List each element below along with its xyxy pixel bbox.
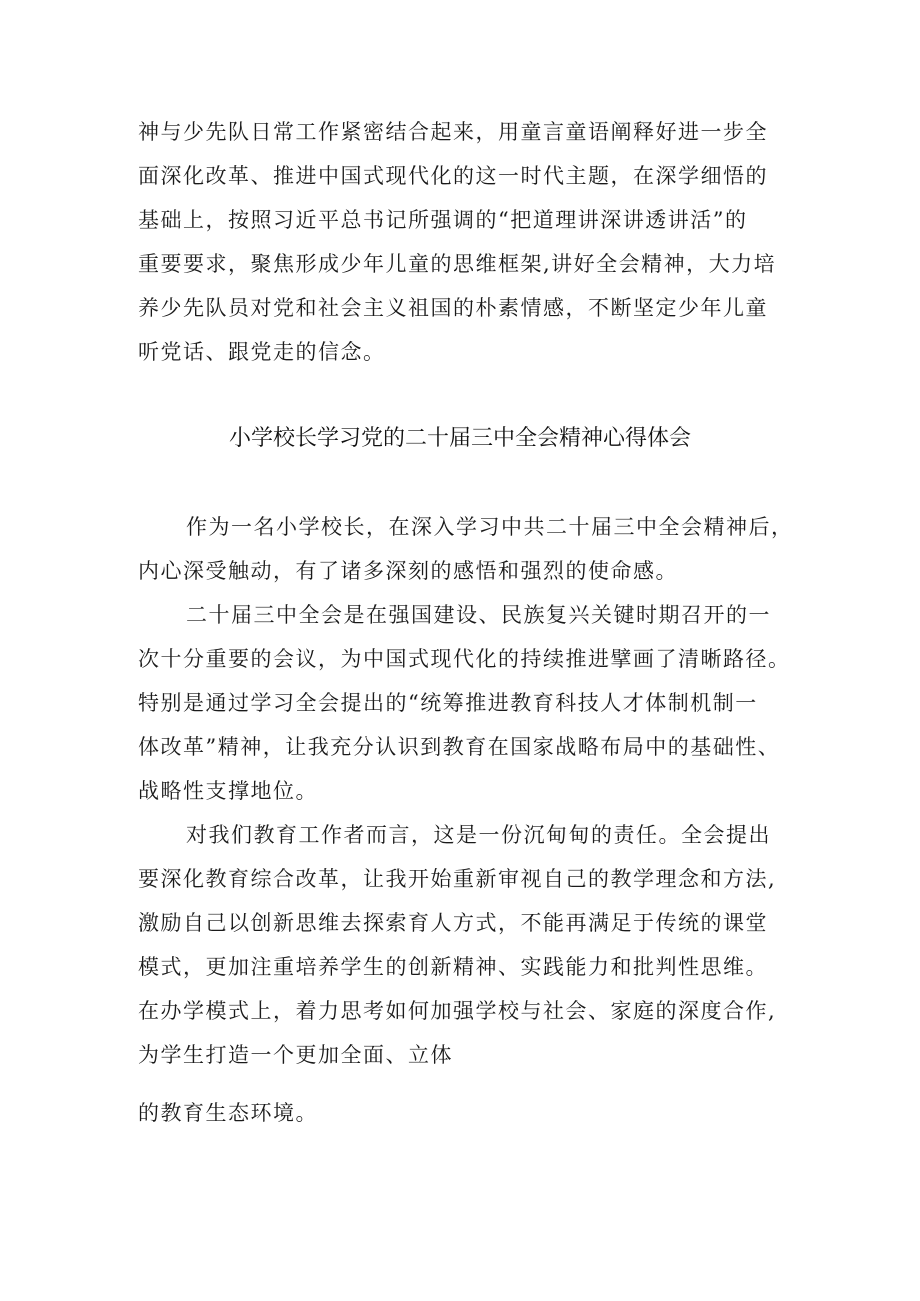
paragraph-line: 次十分重要的会议，为中国式现代化的持续推进擘画了清晰路径。 [138, 647, 791, 671]
body-text-line: 听党话、跟党走的信念。 [138, 340, 386, 364]
paragraph-line: 特别是通过学习全会提出的“统筹推进教育科技人才体制机制一 [138, 691, 758, 715]
paragraph-line: 二十届三中全会是在强国建设、民族复兴关键时期召开的一 [186, 603, 771, 627]
body-text-line: 养少先队员对党和社会主义祖国的朴素情感，不断坚定少年儿童 [138, 296, 768, 320]
paragraph-line: 战略性支撑地位。 [138, 779, 318, 803]
paragraph-line: 在办学模式上，着力思考如何加强学校与社会、家庭的深度合作, [138, 999, 777, 1023]
paragraph-line: 体改革”精神，让我充分认识到教育在国家战略布局中的基础性、 [138, 735, 781, 759]
paragraph-line: 对我们教育工作者而言，这是一份沉甸甸的责任。全会提出 [186, 823, 771, 847]
body-text-line: 神与少先队日常工作紧密结合起来，用童言童语阐释好进一步全 [138, 120, 768, 144]
paragraph-line: 激励自己以创新思维去探索育人方式，不能再满足于传统的课堂 [138, 911, 768, 935]
paragraph-line: 内心深受触动，有了诸多深刻的感悟和强烈的使命感。 [138, 559, 678, 583]
paragraph-line: 的教育生态环境。 [138, 1101, 318, 1125]
paragraph-line: 要深化教育综合改革，让我开始重新审视自己的教学理念和方法, [138, 867, 777, 891]
paragraph-line: 为学生打造一个更加全面、立体 [138, 1043, 453, 1067]
paragraph-line: 作为一名小学校长，在深入学习中共二十届三中全会精神后， [186, 515, 794, 539]
paragraph-line: 模式，更加注重培养学生的创新精神、实践能力和批判性思维。 [138, 955, 768, 979]
body-text-line: 面深化改革、推进中国式现代化的这一时代主题，在深学细悟的 [138, 164, 768, 188]
body-text-line: 重要要求，聚焦形成少年儿童的思维框架,讲好全会精神，大力培 [138, 252, 777, 276]
article-title: 小学校长学习党的二十届三中全会精神心得体会 [228, 426, 691, 451]
body-text-line: 基础上，按照习近平总书记所强调的“把道理讲深讲透讲活”的 [138, 208, 748, 232]
